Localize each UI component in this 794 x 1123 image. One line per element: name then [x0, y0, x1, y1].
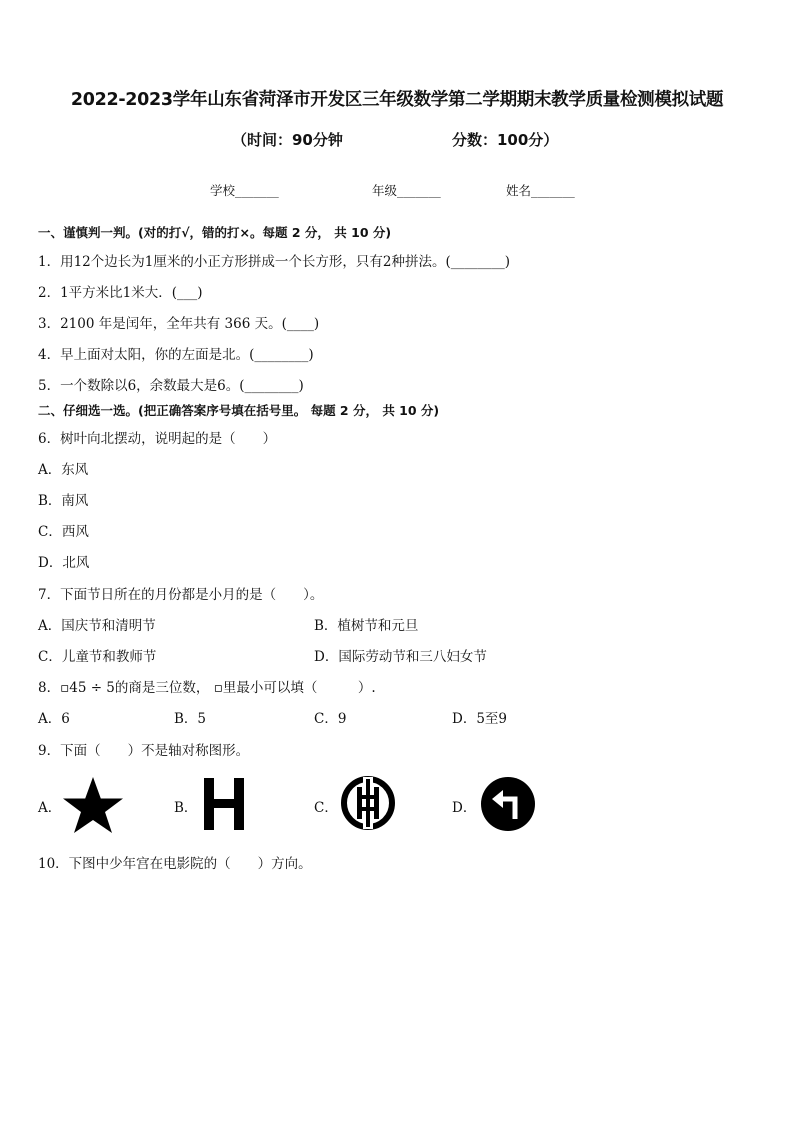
letter-h-figure	[201, 777, 247, 831]
bank-logo-figure	[340, 775, 396, 831]
question-5: 5．一个数除以6，余数最大是6。(________)	[38, 378, 304, 394]
q6-option-a: A．东风	[38, 462, 89, 478]
star-figure	[60, 775, 126, 835]
q8-option-b: B．5	[174, 711, 207, 727]
question-7: 7．下面节日所在的月份都是小月的是（ ）。	[38, 587, 324, 603]
q7-option-a: A．国庆节和清明节	[38, 618, 156, 634]
q6-option-b: B．南风	[38, 493, 89, 509]
page-title: 2022-2023学年山东省菏泽市开发区三年级数学第二学期期末教学质量检测模拟试题	[70, 90, 724, 110]
q7-option-d: D．国际劳动节和三八妇女节	[314, 649, 487, 665]
q7-option-c: C．儿童节和教师节	[38, 649, 157, 665]
question-10: 10．下图中少年宫在电影院的（ ）方向。	[38, 856, 312, 872]
q7-option-b: B．植树节和元旦	[314, 618, 419, 634]
q8-option-d: D．5至9	[452, 711, 508, 727]
name-field: 姓名_______	[506, 183, 575, 198]
section1-heading: 一、谨慎判一判。(对的打√，错的打×。每题 2 分， 共 10 分)	[38, 225, 392, 240]
q8-option-a: A．6	[38, 711, 70, 727]
q9-label-d: D．	[452, 800, 477, 816]
q9-label-c: C．	[314, 800, 338, 816]
question-1: 1．用12个边长为1厘米的小正方形拼成一个长方形，只有2种拼法。(________)	[38, 254, 510, 270]
question-8: 8．▫45 ÷ 5的商是三位数， ▫里最小可以填（ ）.	[38, 680, 376, 696]
q9-label-b: B．	[174, 800, 198, 816]
q6-option-c: C．西风	[38, 524, 89, 540]
question-9: 9．下面（ ）不是轴对称图形。	[38, 743, 250, 759]
question-6: 6．树叶向北摆动，说明起的是（ ）	[38, 431, 277, 447]
question-4: 4．早上面对太阳，你的左面是北。(________)	[38, 347, 314, 363]
section2-heading: 二、仔细选一选。(把正确答案序号填在括号里。 每题 2 分， 共 10 分)	[38, 403, 440, 418]
question-3: 3．2100 年是闰年，全年共有 366 天。(____)	[38, 316, 320, 332]
q8-option-c: C．9	[314, 711, 347, 727]
grade-field: 年级_______	[372, 183, 441, 198]
q9-label-a: A．	[38, 800, 62, 816]
question-2: 2．1平方米比1米大．(___)	[38, 285, 203, 301]
exam-time: （时间：90分钟	[232, 131, 343, 149]
school-field: 学校_______	[210, 183, 279, 198]
q6-option-d: D．北风	[38, 555, 90, 571]
left-turn-sign-figure	[479, 775, 537, 833]
exam-score: 分数：100分）	[452, 131, 559, 149]
